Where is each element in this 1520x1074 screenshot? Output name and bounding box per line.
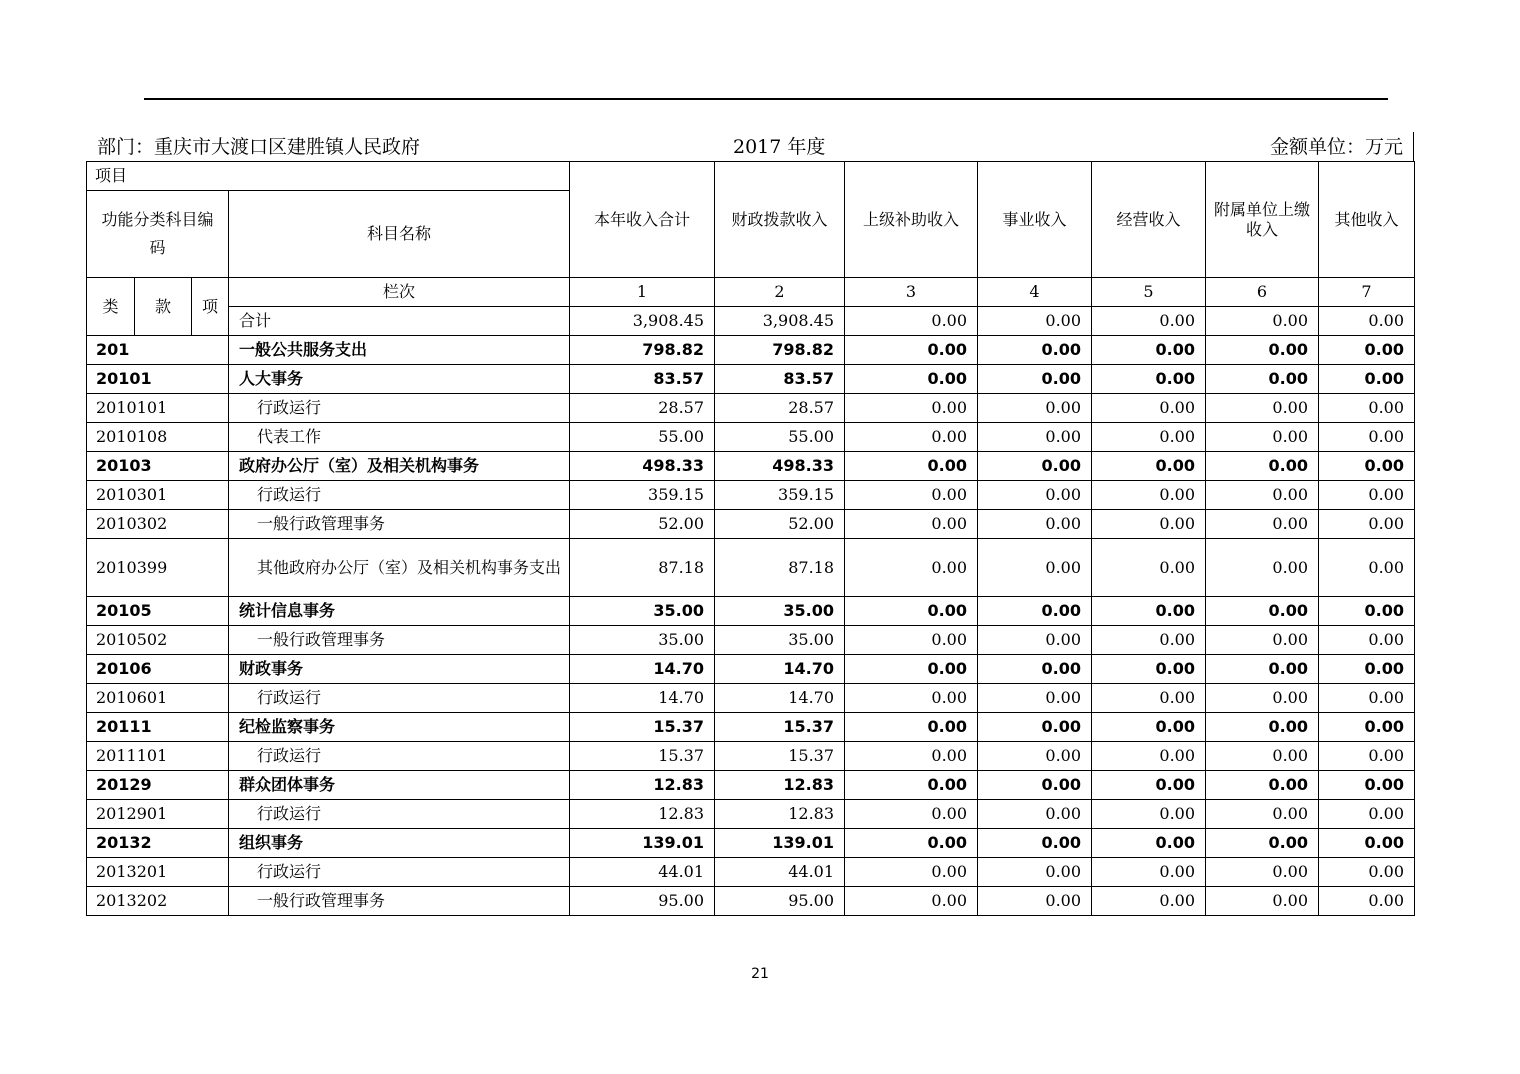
amount-cell: 498.33 [715, 452, 845, 481]
column-number: 6 [1206, 278, 1319, 307]
amount-cell: 0.00 [1206, 655, 1319, 684]
amount-cell: 0.00 [1206, 452, 1319, 481]
table-row [87, 597, 1415, 626]
col-header-subsidiary-remittance: 附属单位上缴收入 [1206, 162, 1319, 278]
amount-cell: 0.00 [1319, 626, 1415, 655]
amount-cell: 12.83 [570, 771, 715, 800]
subject-name: 财政事务 [229, 655, 570, 684]
amount-cell: 83.57 [570, 365, 715, 394]
subject-code: 20106 [87, 655, 229, 684]
amount-cell: 0.00 [1092, 394, 1206, 423]
amount-cell: 35.00 [570, 626, 715, 655]
subject-name: 一般行政管理事务 [229, 510, 570, 539]
amount-cell: 0.00 [845, 742, 978, 771]
subject-code: 2010101 [87, 394, 229, 423]
amount-cell: 0.00 [978, 684, 1092, 713]
amount-cell: 0.00 [1092, 655, 1206, 684]
amount-cell: 28.57 [715, 394, 845, 423]
amount-cell: 0.00 [978, 858, 1092, 887]
table-row [87, 452, 1415, 481]
subject-code: 20111 [87, 713, 229, 742]
amount-cell: 0.00 [1206, 887, 1319, 916]
amount-cell: 0.00 [1092, 684, 1206, 713]
amount-cell: 0.00 [1092, 539, 1206, 597]
amount-cell: 0.00 [1206, 539, 1319, 597]
amount-cell: 0.00 [1092, 713, 1206, 742]
amount-cell: 55.00 [715, 423, 845, 452]
amount-cell: 0.00 [845, 510, 978, 539]
amount-cell: 0.00 [845, 771, 978, 800]
subject-code: 2013201 [87, 858, 229, 887]
total-value: 0.00 [978, 307, 1092, 336]
amount-cell: 498.33 [570, 452, 715, 481]
amount-cell: 0.00 [1319, 423, 1415, 452]
amount-unit: 金额单位：万元 [1269, 136, 1403, 158]
amount-cell: 0.00 [845, 423, 978, 452]
total-value: 3,908.45 [715, 307, 845, 336]
col-header-business-income: 事业收入 [978, 162, 1092, 278]
column-number: 3 [845, 278, 978, 307]
table-row [87, 800, 1415, 829]
col-header-other-income: 其他收入 [1319, 162, 1415, 278]
func-code-header: 功能分类科目编码 [87, 191, 229, 278]
subject-code: 2010302 [87, 510, 229, 539]
amount-cell: 0.00 [1319, 742, 1415, 771]
column-number: 7 [1319, 278, 1415, 307]
amount-cell: 0.00 [1319, 481, 1415, 510]
subject-name: 行政运行 [229, 481, 570, 510]
amount-cell: 0.00 [978, 829, 1092, 858]
amount-cell: 798.82 [715, 336, 845, 365]
amount-cell: 0.00 [845, 655, 978, 684]
amount-cell: 139.01 [715, 829, 845, 858]
amount-cell: 0.00 [1092, 800, 1206, 829]
subject-code: 2010108 [87, 423, 229, 452]
amount-cell: 0.00 [845, 597, 978, 626]
amount-cell: 0.00 [1319, 684, 1415, 713]
amount-cell: 0.00 [1319, 336, 1415, 365]
subject-code: 20105 [87, 597, 229, 626]
table-row [87, 684, 1415, 713]
column-number: 1 [570, 278, 715, 307]
amount-cell: 0.00 [845, 858, 978, 887]
subject-code: 20129 [87, 771, 229, 800]
amount-cell: 14.70 [715, 684, 845, 713]
amount-cell: 0.00 [845, 481, 978, 510]
amount-cell: 0.00 [1206, 336, 1319, 365]
kuan-header: 款 [135, 278, 192, 336]
amount-cell: 0.00 [1319, 800, 1415, 829]
amount-cell: 14.70 [570, 655, 715, 684]
amount-cell: 0.00 [1092, 829, 1206, 858]
amount-cell: 12.83 [570, 800, 715, 829]
amount-cell: 0.00 [1206, 510, 1319, 539]
amount-cell: 95.00 [570, 887, 715, 916]
subject-name: 政府办公厅（室）及相关机构事务 [229, 452, 570, 481]
subject-name: 一般行政管理事务 [229, 626, 570, 655]
amount-cell: 0.00 [1092, 742, 1206, 771]
subject-name: 纪检监察事务 [229, 713, 570, 742]
xiang-header: 项 [192, 278, 229, 336]
subject-name: 其他政府办公厅（室）及相关机构事务支出 [229, 539, 570, 597]
table-row [87, 655, 1415, 684]
subject-name: 人大事务 [229, 365, 570, 394]
amount-cell: 0.00 [845, 800, 978, 829]
amount-cell: 0.00 [1206, 597, 1319, 626]
amount-cell: 0.00 [978, 510, 1092, 539]
table-row [87, 771, 1415, 800]
table-row [87, 394, 1415, 423]
amount-cell: 0.00 [1319, 829, 1415, 858]
subject-name: 行政运行 [229, 394, 570, 423]
amount-cell: 0.00 [845, 829, 978, 858]
amount-cell: 52.00 [715, 510, 845, 539]
subject-code: 2010301 [87, 481, 229, 510]
amount-cell: 0.00 [978, 423, 1092, 452]
subject-name: 代表工作 [229, 423, 570, 452]
amount-cell: 0.00 [978, 771, 1092, 800]
amount-cell: 0.00 [1092, 858, 1206, 887]
subject-name: 群众团体事务 [229, 771, 570, 800]
column-number: 2 [715, 278, 845, 307]
amount-cell: 35.00 [570, 597, 715, 626]
col-header-operating-income: 经营收入 [1092, 162, 1206, 278]
header-divider [1413, 132, 1414, 162]
amount-cell: 35.00 [715, 597, 845, 626]
amount-cell: 0.00 [845, 626, 978, 655]
subject-code: 2011101 [87, 742, 229, 771]
amount-cell: 0.00 [1319, 510, 1415, 539]
amount-cell: 0.00 [1206, 394, 1319, 423]
col-header-total-income: 本年收入合计 [570, 162, 715, 278]
subject-name: 统计信息事务 [229, 597, 570, 626]
total-value: 0.00 [845, 307, 978, 336]
amount-cell: 0.00 [978, 452, 1092, 481]
subject-name: 组织事务 [229, 829, 570, 858]
subject-code: 2012901 [87, 800, 229, 829]
amount-cell: 0.00 [1092, 510, 1206, 539]
amount-cell: 0.00 [1319, 771, 1415, 800]
income-table [86, 161, 1415, 916]
amount-cell: 139.01 [570, 829, 715, 858]
amount-cell: 0.00 [1319, 713, 1415, 742]
column-number: 5 [1092, 278, 1206, 307]
col-header-superior-subsidy: 上级补助收入 [845, 162, 978, 278]
table-body [87, 336, 1415, 916]
amount-cell: 28.57 [570, 394, 715, 423]
amount-cell: 15.37 [715, 742, 845, 771]
subject-code: 2013202 [87, 887, 229, 916]
subject-name: 行政运行 [229, 858, 570, 887]
amount-cell: 0.00 [845, 684, 978, 713]
amount-cell: 0.00 [1206, 684, 1319, 713]
amount-cell: 0.00 [1319, 452, 1415, 481]
amount-cell: 0.00 [978, 655, 1092, 684]
column-number: 4 [978, 278, 1092, 307]
total-value: 0.00 [1092, 307, 1206, 336]
table-row [87, 887, 1415, 916]
amount-cell: 0.00 [1319, 655, 1415, 684]
amount-cell: 0.00 [1092, 365, 1206, 394]
subject-name: 行政运行 [229, 800, 570, 829]
subject-name: 一般行政管理事务 [229, 887, 570, 916]
amount-cell: 0.00 [978, 394, 1092, 423]
total-label: 合计 [229, 307, 570, 336]
amount-cell: 0.00 [1206, 713, 1319, 742]
table-row [87, 510, 1415, 539]
amount-cell: 44.01 [715, 858, 845, 887]
amount-cell: 12.83 [715, 800, 845, 829]
amount-cell: 0.00 [1092, 887, 1206, 916]
amount-cell: 0.00 [1092, 336, 1206, 365]
amount-cell: 0.00 [1092, 626, 1206, 655]
amount-cell: 0.00 [845, 452, 978, 481]
table-row [87, 742, 1415, 771]
amount-cell: 0.00 [978, 336, 1092, 365]
lanci-header: 栏次 [229, 278, 570, 307]
amount-cell: 0.00 [1206, 771, 1319, 800]
subject-code: 2010601 [87, 684, 229, 713]
amount-cell: 0.00 [1092, 452, 1206, 481]
total-value: 3,908.45 [570, 307, 715, 336]
project-header: 项目 [87, 162, 570, 191]
amount-cell: 0.00 [1319, 858, 1415, 887]
amount-cell: 0.00 [1319, 394, 1415, 423]
col-header-fiscal-appropriation: 财政拨款收入 [715, 162, 845, 278]
table-row [87, 713, 1415, 742]
amount-cell: 87.18 [570, 539, 715, 597]
amount-cell: 0.00 [1319, 597, 1415, 626]
table-row [87, 829, 1415, 858]
amount-cell: 14.70 [570, 684, 715, 713]
amount-cell: 0.00 [1206, 423, 1319, 452]
amount-cell: 0.00 [978, 800, 1092, 829]
amount-cell: 0.00 [1092, 597, 1206, 626]
amount-cell: 12.83 [715, 771, 845, 800]
amount-cell: 15.37 [570, 742, 715, 771]
amount-cell: 798.82 [570, 336, 715, 365]
amount-cell: 87.18 [715, 539, 845, 597]
table-row [87, 539, 1415, 597]
table-row [87, 481, 1415, 510]
amount-cell: 95.00 [715, 887, 845, 916]
subject-code: 2010502 [87, 626, 229, 655]
amount-cell: 0.00 [1206, 858, 1319, 887]
amount-cell: 44.01 [570, 858, 715, 887]
amount-cell: 0.00 [845, 394, 978, 423]
amount-cell: 0.00 [1206, 829, 1319, 858]
amount-cell: 0.00 [978, 626, 1092, 655]
table-row [87, 858, 1415, 887]
amount-cell: 0.00 [845, 713, 978, 742]
amount-cell: 0.00 [978, 742, 1092, 771]
lei-header: 类 [87, 278, 135, 336]
subject-code: 20103 [87, 452, 229, 481]
subject-code: 20101 [87, 365, 229, 394]
amount-cell: 83.57 [715, 365, 845, 394]
amount-cell: 0.00 [845, 365, 978, 394]
amount-cell: 0.00 [1206, 742, 1319, 771]
amount-cell: 0.00 [978, 539, 1092, 597]
amount-cell: 0.00 [978, 887, 1092, 916]
subject-code: 201 [87, 336, 229, 365]
amount-cell: 0.00 [1092, 771, 1206, 800]
table-row [87, 626, 1415, 655]
amount-cell: 0.00 [845, 887, 978, 916]
amount-cell: 0.00 [978, 597, 1092, 626]
amount-cell: 0.00 [1319, 887, 1415, 916]
amount-cell: 0.00 [1206, 365, 1319, 394]
page-number: 21 [751, 966, 769, 982]
subject-name-header: 科目名称 [229, 191, 570, 278]
subject-code: 2010399 [87, 539, 229, 597]
amount-cell: 0.00 [978, 481, 1092, 510]
subject-name: 一般公共服务支出 [229, 336, 570, 365]
total-value: 0.00 [1206, 307, 1319, 336]
subject-code: 20132 [87, 829, 229, 858]
amount-cell: 0.00 [1319, 539, 1415, 597]
amount-cell: 15.37 [570, 713, 715, 742]
amount-cell: 359.15 [715, 481, 845, 510]
fiscal-year: 2017 年度 [733, 136, 826, 158]
amount-cell: 0.00 [1092, 481, 1206, 510]
subject-name: 行政运行 [229, 742, 570, 771]
amount-cell: 14.70 [715, 655, 845, 684]
header-rule [144, 98, 1388, 100]
amount-cell: 0.00 [1206, 800, 1319, 829]
total-value: 0.00 [1319, 307, 1415, 336]
amount-cell: 35.00 [715, 626, 845, 655]
amount-cell: 0.00 [1206, 626, 1319, 655]
amount-cell: 359.15 [570, 481, 715, 510]
amount-cell: 55.00 [570, 423, 715, 452]
amount-cell: 0.00 [1092, 423, 1206, 452]
table-row [87, 365, 1415, 394]
amount-cell: 0.00 [978, 713, 1092, 742]
table-row [87, 423, 1415, 452]
table-row [87, 336, 1415, 365]
amount-cell: 52.00 [570, 510, 715, 539]
amount-cell: 0.00 [978, 365, 1092, 394]
amount-cell: 0.00 [845, 539, 978, 597]
amount-cell: 0.00 [1206, 481, 1319, 510]
department-label: 部门：重庆市大渡口区建胜镇人民政府 [97, 136, 421, 158]
amount-cell: 0.00 [1319, 365, 1415, 394]
subject-name: 行政运行 [229, 684, 570, 713]
amount-cell: 15.37 [715, 713, 845, 742]
amount-cell: 0.00 [845, 336, 978, 365]
